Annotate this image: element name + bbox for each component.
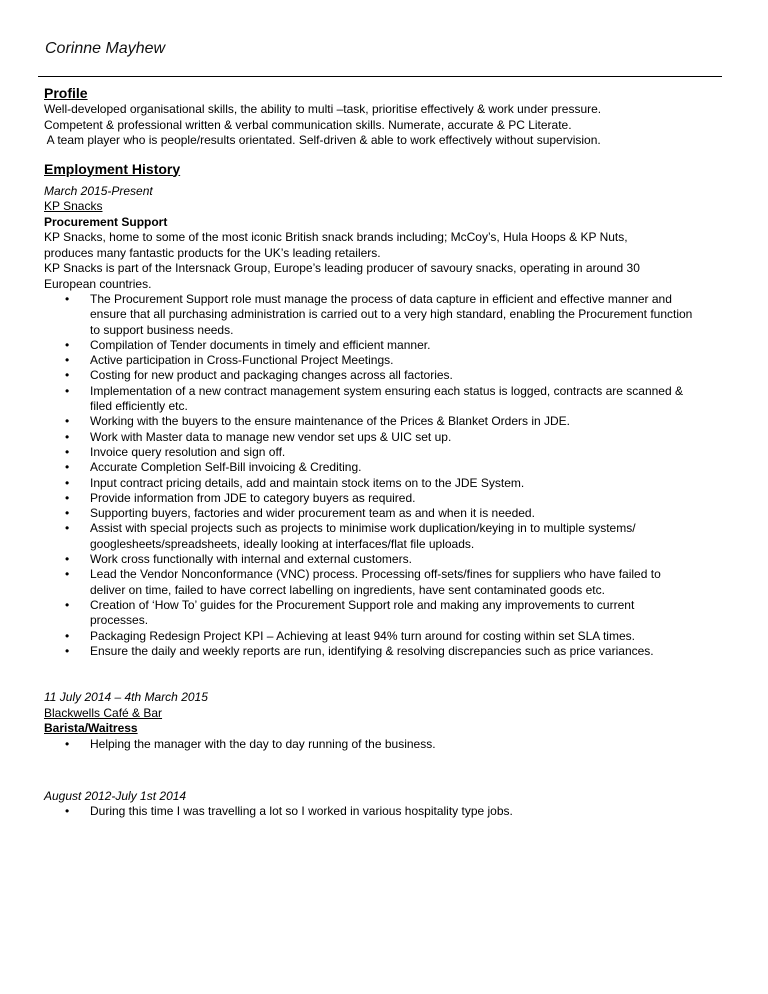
description-line: KP Snacks is part of the Intersnack Group, Europe’s leading producer of savoury snacks, operating in around 30 — [44, 261, 640, 275]
description-line: produces many fantastic products for the UK’s leading retailers. — [44, 245, 381, 260]
list-item: • Accurate Completion Self-Bill invoicing & Crediting. — [44, 460, 694, 475]
list-item: • Input contract pricing details, add and maintain stock items on to the JDE System. — [44, 476, 694, 491]
list-item: • During this time I was travelling a lot so I worked in various hospitality type jobs. — [44, 804, 694, 819]
list-item: • Assist with special projects such as projects to minimise work duplication/keying in to multiple systems/ googlesheets/spreadsheets, ideally looking at interfaces/flat file uploads. — [44, 521, 694, 552]
list-item: • Helping the manager with the day to day running of the business. — [44, 737, 694, 752]
job-company: Blackwells Café & Bar — [44, 705, 163, 720]
list-item: • Ensure the daily and weekly reports are run, identifying & resolving discrepancies such as price variances. — [44, 644, 694, 659]
list-item: • Working with the buyers to the ensure maintenance of the Prices & Blanket Orders in JDE. — [44, 414, 694, 429]
list-item: • Compilation of Tender documents in timely and efficient manner. — [44, 338, 694, 353]
profile-heading: Profile — [44, 85, 88, 101]
list-item: • The Procurement Support role must manage the process of data capture in efficient and effective manner and ensure that all purchasing administration is carried out to a very high standard, enabling the Procurement function to support business needs. — [44, 292, 694, 338]
job-travelling — [44, 789, 694, 820]
list-item: • Work with Master data to manage new vendor set ups & UIC set up. — [44, 430, 694, 445]
candidate-name: Corinne Mayhew — [45, 40, 166, 57]
job-description — [44, 230, 694, 292]
list-item: • Creation of ‘How To’ guides for the Procurement Support role and making any improvements to current processes. — [44, 598, 694, 629]
job-blackwells — [44, 690, 694, 752]
header-divider — [38, 76, 722, 77]
profile-line: A team player who is people/results orientated. Self-driven & able to work effectively without supervision. — [44, 133, 601, 147]
job-duties-list — [44, 737, 694, 752]
job-duties-list — [44, 292, 694, 659]
job-date: 11 July 2014 – 4th March 2015 — [44, 690, 208, 705]
list-item: • Supporting buyers, factories and wider procurement team as and when it is needed. — [44, 506, 694, 521]
description-line: European countries. — [44, 276, 152, 291]
list-item: • Packaging Redesign Project KPI – Achieving at least 94% turn around for costing within set SLA times. — [44, 629, 694, 644]
job-duties-list — [44, 804, 694, 819]
profile-line: Well-developed organisational skills, the ability to multi –task, prioritise effectively & work under pressure. — [44, 102, 602, 116]
employment-heading: Employment History — [44, 160, 181, 177]
description-line: KP Snacks, home to some of the most iconic British snack brands including; McCoy’s, Hula Hoops & KP Nuts, — [44, 230, 628, 244]
list-item: • Lead the Vendor Nonconformance (VNC) process. Processing off-sets/fines for suppliers who have failed to deliver on time, failed to have correct labelling on ingredients, have sent contaminated goods etc. — [44, 567, 694, 598]
list-item: • Provide information from JDE to category buyers as required. — [44, 491, 694, 506]
job-company: KP Snacks — [44, 199, 103, 213]
profile-line: Competent & professional written & verbal communication skills. Numerate, accurate & PC Literate. — [44, 117, 572, 132]
list-item: • Invoice query resolution and sign off. — [44, 445, 694, 460]
list-item: • Implementation of a new contract management system ensuring each status is logged, contracts are scanned & filed efficiently etc. — [44, 384, 694, 415]
job-date: August 2012-July 1st 2014 — [44, 788, 187, 803]
list-item: • Costing for new product and packaging changes across all factories. — [44, 368, 694, 383]
profile-text — [44, 102, 694, 149]
job-kp-snacks — [44, 184, 694, 660]
job-role: Procurement Support — [44, 214, 168, 229]
job-date: March 2015-Present — [44, 183, 153, 198]
resume-body — [44, 84, 694, 820]
job-role: Barista/Waitress — [44, 721, 138, 736]
list-item: • Work cross functionally with internal and external customers. — [44, 552, 694, 567]
list-item: • Active participation in Cross-Functional Project Meetings. — [44, 353, 694, 368]
